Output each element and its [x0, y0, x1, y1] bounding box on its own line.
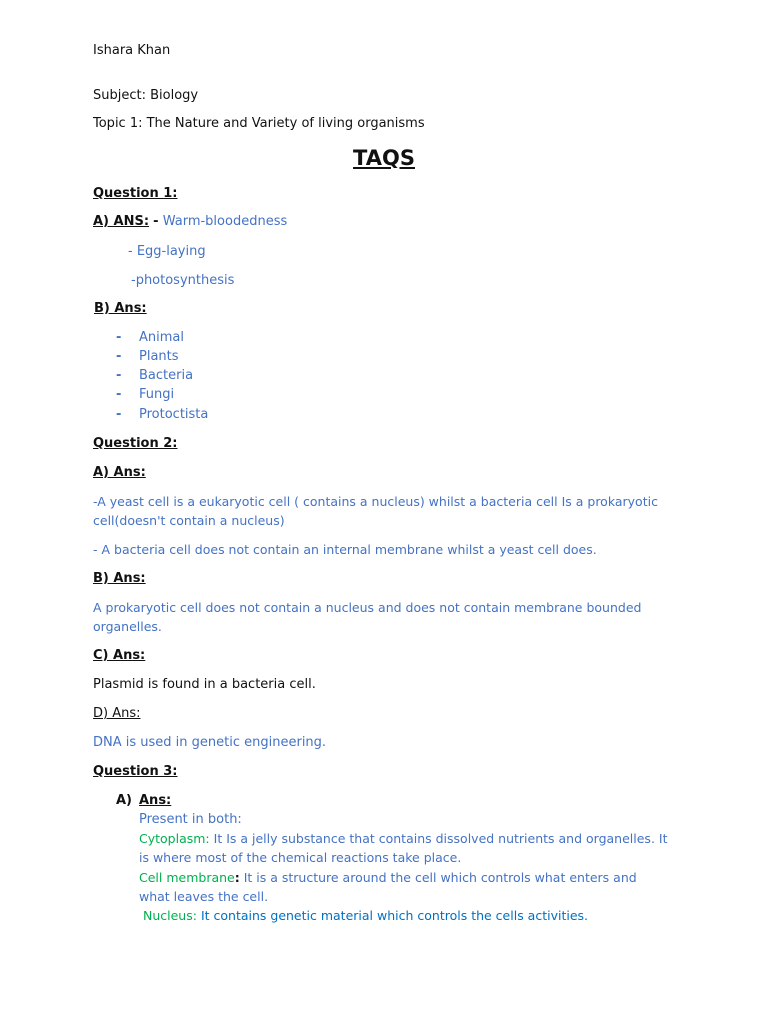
- q3-heading: Question 3:: [93, 764, 178, 779]
- nucleus-term: Nucleus:: [143, 908, 197, 923]
- list-item: Animal: [139, 330, 184, 345]
- q3-cytoplasm-line: [139, 829, 667, 848]
- q3-a-label: Ans:: [139, 793, 172, 808]
- list-item: Bacteria: [139, 368, 194, 383]
- q3-nucleus-line: [143, 906, 588, 925]
- q1-b-label: B) Ans:: [94, 301, 147, 316]
- q2-heading: Question 2:: [93, 436, 178, 451]
- bullet-dash: -: [116, 349, 122, 364]
- q2-a-text: - A bacteria cell does not contain an internal membrane whilst a yeast cell does.: [93, 542, 597, 557]
- topic-line: Topic 1: The Nature and Variety of living organisms: [93, 116, 425, 131]
- q2-d-text: DNA is used in genetic engineering.: [93, 735, 327, 750]
- q2-a-text: cell(doesn't contain a nucleus): [93, 513, 285, 528]
- subject-line: Subject: Biology: [93, 88, 199, 103]
- cytoplasm-term: Cytoplasm:: [139, 831, 210, 846]
- q3-a-marker: A): [116, 793, 133, 808]
- bullet-dash: -: [116, 330, 122, 345]
- list-item: Protoctista: [139, 407, 209, 422]
- q1-a-line: [93, 212, 287, 231]
- q3-present-both: Present in both:: [139, 812, 242, 827]
- list-item: Fungi: [139, 387, 175, 402]
- q2-c-label: C) Ans:: [93, 648, 146, 663]
- q2-c-text: Plasmid is found in a bacteria cell.: [93, 677, 316, 692]
- cell-membrane-colon: :: [234, 870, 240, 885]
- cell-membrane-text: what leaves the cell.: [139, 889, 269, 904]
- q1-a-item: Warm-bloodedness: [162, 214, 288, 229]
- q2-b-text: A prokaryotic cell does not contain a nucleus and does not contain membrane bounded: [93, 600, 642, 615]
- cytoplasm-text: It Is a jelly substance that contains dissolved nutrients and organelles. It: [209, 831, 668, 846]
- q2-a-label: A) Ans:: [93, 465, 146, 480]
- cytoplasm-text: is where most of the chemical reactions take place.: [139, 850, 462, 865]
- bullet-dash: -: [116, 407, 122, 422]
- nucleus-text: It contains genetic material which controls the cells activities.: [196, 908, 589, 923]
- q1-heading: Question 1:: [93, 186, 178, 201]
- q2-b-label: B) Ans:: [93, 571, 146, 586]
- q1-a-item: - Egg-laying: [128, 244, 206, 259]
- q1-a-label: A) ANS:: [93, 214, 150, 229]
- q3-membrane-line: [139, 868, 637, 887]
- bullet-dash: -: [116, 387, 122, 402]
- q2-b-text: organelles.: [93, 619, 162, 634]
- q2-a-text: -A yeast cell is a eukaryotic cell ( contains a nucleus) whilst a bacteria cell Is a prokaryotic: [93, 494, 658, 509]
- list-item: Plants: [139, 349, 179, 364]
- bullet-dash: -: [116, 368, 122, 383]
- q1-a-dash: -: [153, 214, 159, 229]
- page-title: TAQS: [353, 146, 415, 170]
- q1-a-item: -photosynthesis: [131, 273, 235, 288]
- q2-d-label: D) Ans:: [93, 706, 141, 721]
- cell-membrane-text: It is a structure around the cell which controls what enters and: [239, 870, 637, 885]
- cell-membrane-term: Cell membrane: [139, 870, 235, 885]
- author-name: Ishara Khan: [93, 43, 171, 58]
